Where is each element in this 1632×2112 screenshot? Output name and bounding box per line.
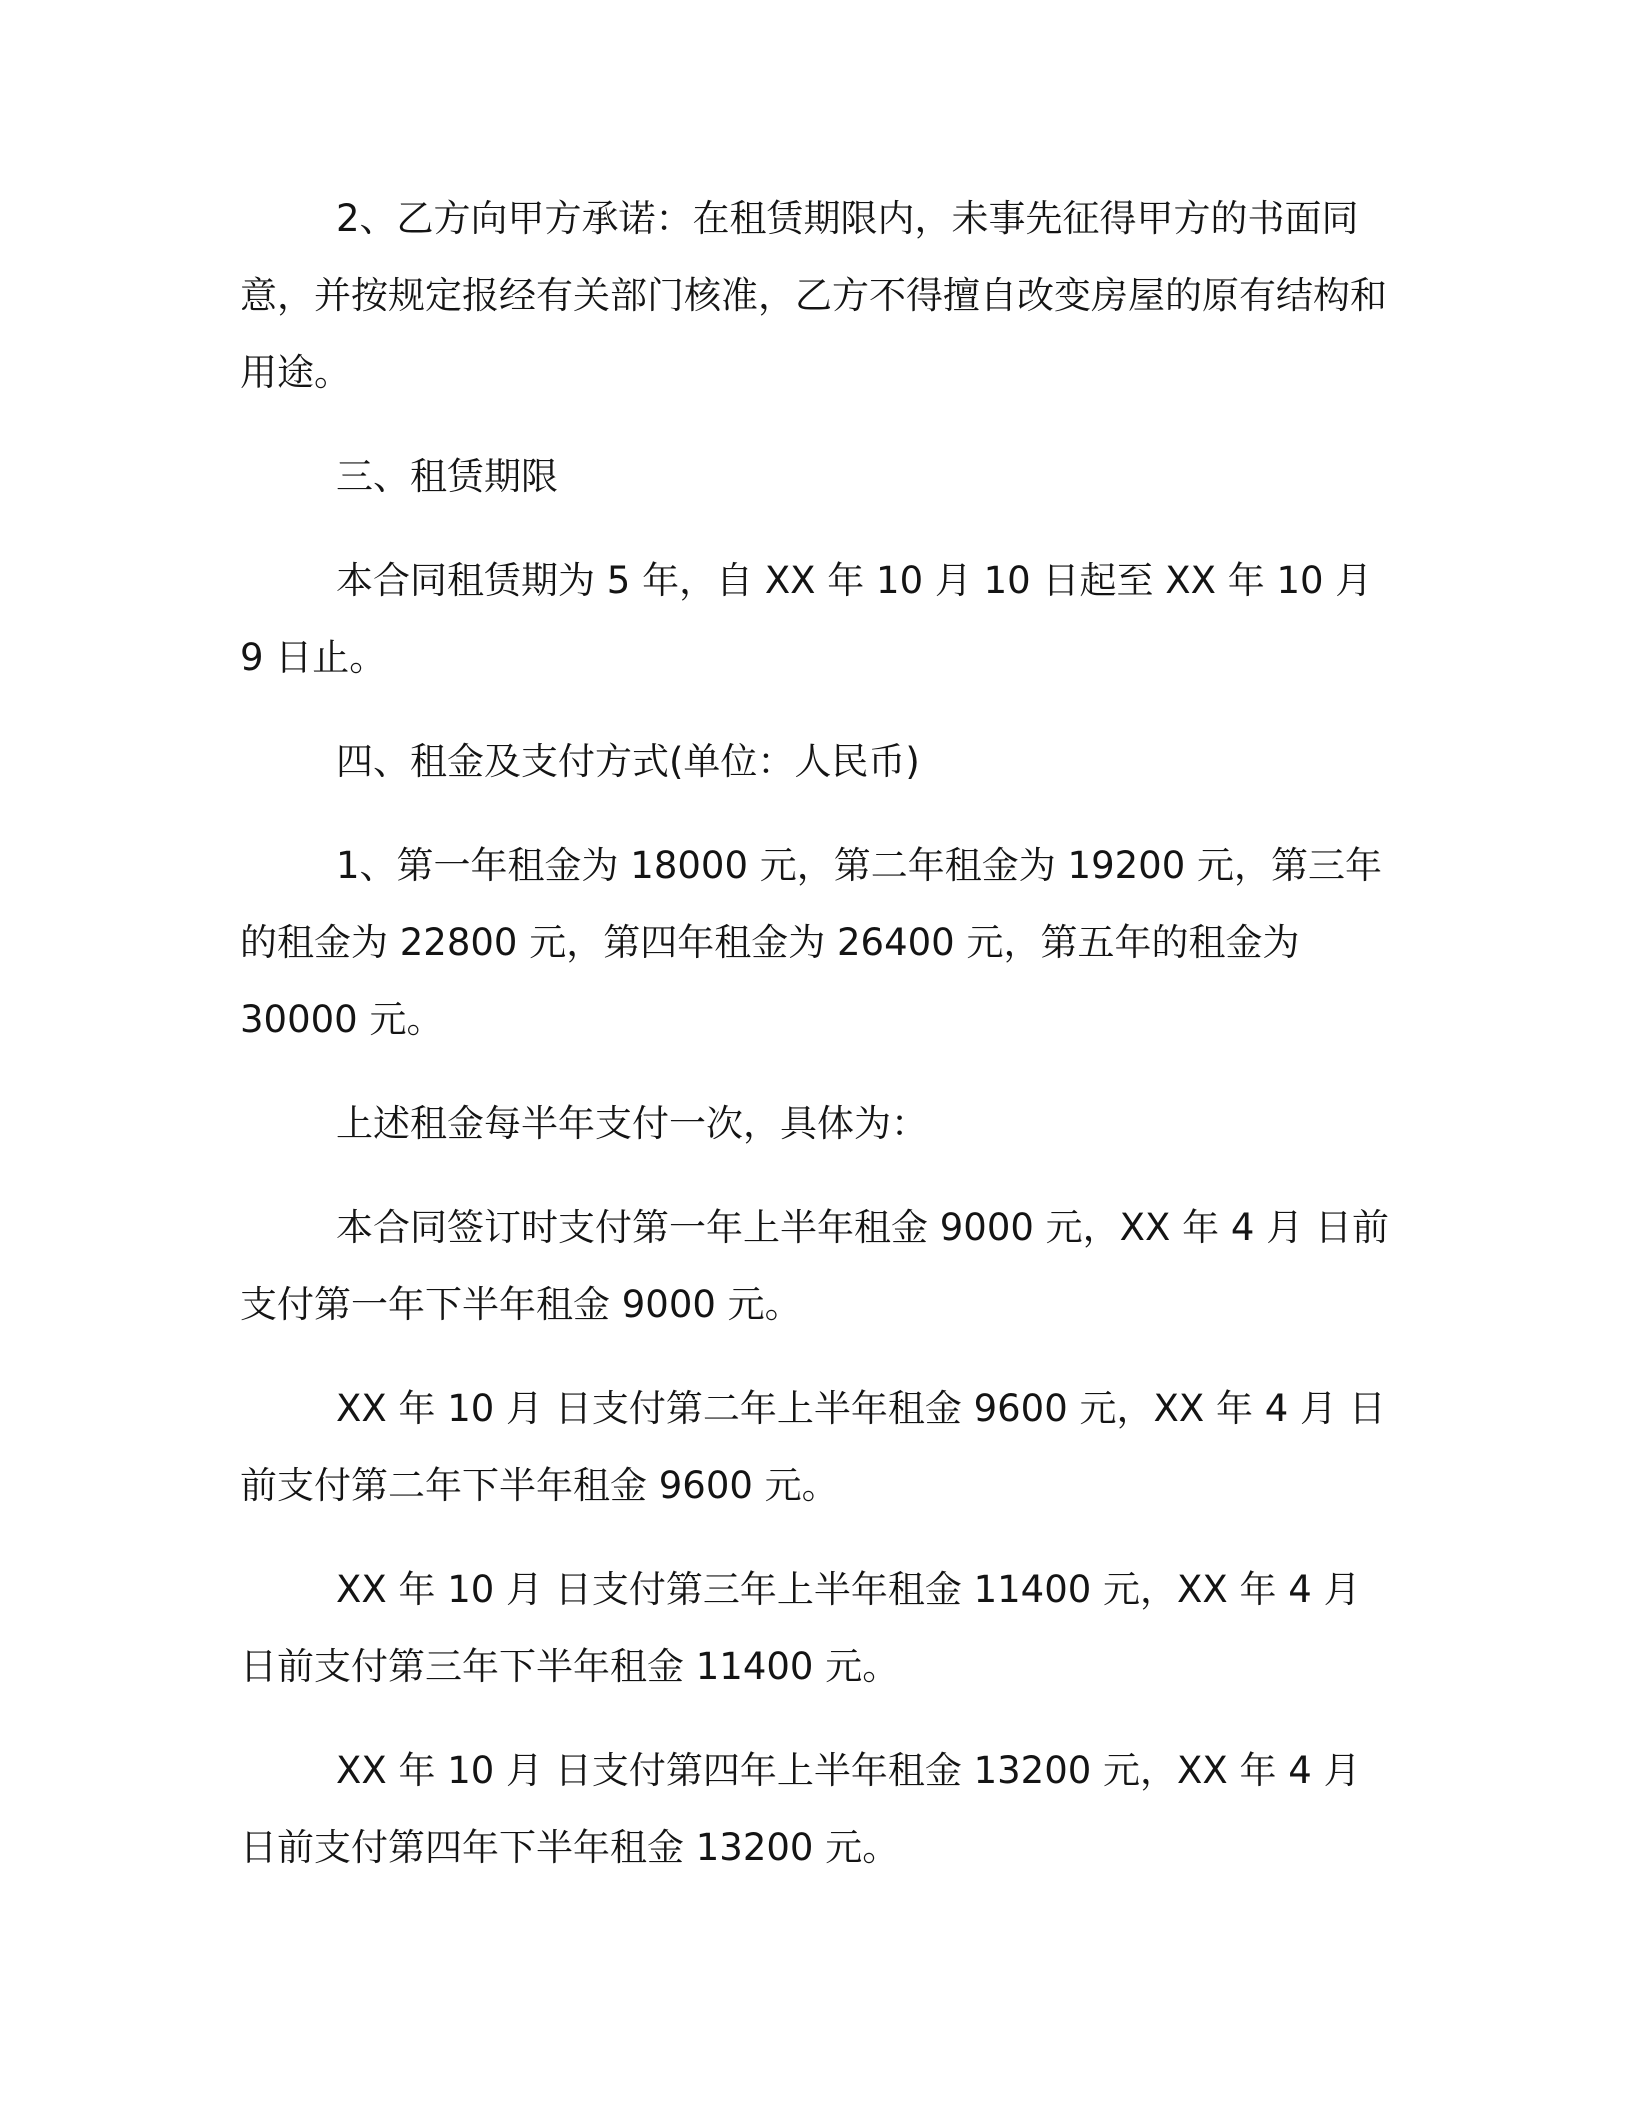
payment-year-4: XX 年 10 月 日支付第四年上半年租金 13200 元，XX 年 4 月 日前支付第四年下半年租金 13200 元。 <box>240 1749 1361 1869</box>
section-3-heading: 三、租赁期限 <box>336 455 558 498</box>
payment-year-2: XX 年 10 月 日支付第二年上半年租金 9600 元，XX 年 4 月 日前支付第二年下半年租金 9600 元。 <box>240 1387 1386 1507</box>
document-body <box>240 180 1390 1913</box>
payment-schedule-intro: 上述租金每半年支付一次，具体为： <box>336 1102 928 1145</box>
lease-term-paragraph: 本合同租赁期为 5 年，自 XX 年 10 月 10 日起至 XX 年 10 月 9 日止。 <box>240 559 1373 679</box>
clause-2-tenant-promise: 2、乙方向甲方承诺：在租赁期限内，未事先征得甲方的书面同意，并按规定报经有关部门核准，乙方不得擅自改变房屋的原有结构和用途。 <box>240 197 1387 394</box>
rent-amounts-paragraph: 1、第一年租金为 18000 元，第二年租金为 19200 元，第三年的租金为 22800 元，第四年租金为 26400 元，第五年的租金为 30000 元。 <box>240 844 1382 1041</box>
section-4-heading: 四、租金及支付方式(单位：人民币) <box>336 740 920 783</box>
payment-year-1: 本合同签订时支付第一年上半年租金 9000 元，XX 年 4 月 日前支付第一年下半年租金 9000 元。 <box>240 1206 1389 1326</box>
payment-year-3: XX 年 10 月 日支付第三年上半年租金 11400 元，XX 年 4 月 日前支付第三年下半年租金 11400 元。 <box>240 1568 1361 1688</box>
